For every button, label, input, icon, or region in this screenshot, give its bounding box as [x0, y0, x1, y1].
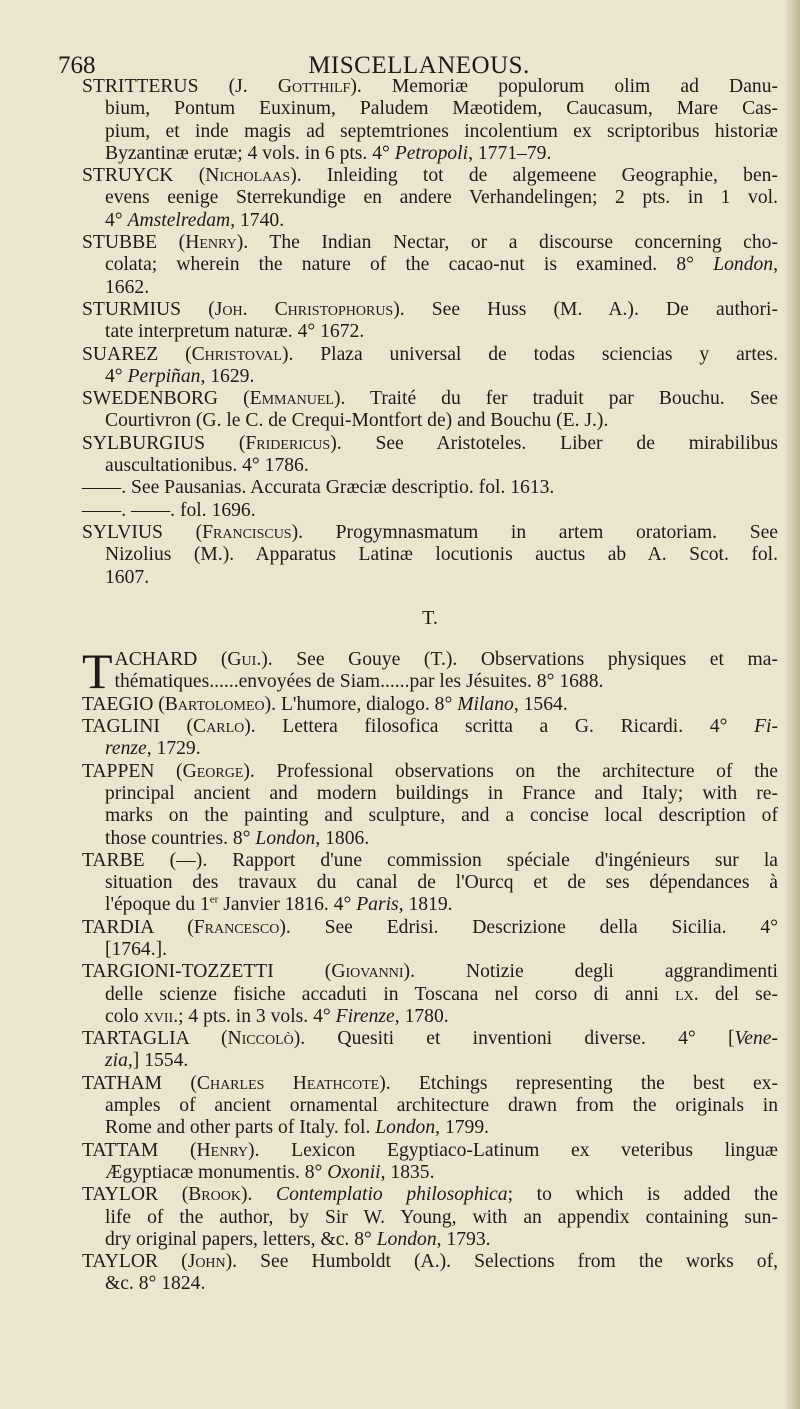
entry-line — [82, 984, 778, 1006]
entry-line — [82, 143, 778, 165]
text-run: amples of ancient ornamental architecture drawn from the originals in — [105, 1095, 778, 1117]
text-run: colata; wherein the nature of the cacao-nut is examined. 8° — [105, 254, 714, 276]
text-run: principal ancient and modern buildings in France and Italy; with re- — [105, 782, 778, 804]
text-run: 4° — [105, 365, 128, 387]
page-edge-shadow — [786, 0, 800, 1409]
text-run: SWEDENBORG ( — [82, 388, 250, 410]
author-forename: Gotthilf — [277, 76, 351, 97]
entry-line — [82, 299, 778, 321]
entry-line — [82, 433, 778, 455]
text-run: STRUYCK ( — [82, 165, 206, 187]
entry-line — [82, 500, 778, 522]
italic-text: Oxonii — [327, 1161, 381, 1183]
text-run: TARDIA ( — [82, 916, 194, 938]
text-run: dry original papers, letters, &c. 8° — [105, 1228, 377, 1250]
bibliography-entry — [82, 76, 778, 165]
text-run: ). Etchings representing the best ex- — [379, 1072, 779, 1094]
entry-line — [82, 1184, 778, 1206]
bibliography-entry — [82, 694, 778, 716]
text-run: , 1799. — [435, 1117, 490, 1139]
text-run: TAYLOR ( — [82, 1184, 189, 1206]
text-run: STURMIUS ( — [82, 298, 215, 320]
text-run: Byzantinæ erutæ; 4 vols. in 6 pts. 4° — [105, 142, 395, 164]
text-run: ). Lettera filosofica scritta a G. Ricardi. 4° — [244, 716, 755, 738]
bibliography-entry — [82, 165, 778, 232]
entries-t — [82, 643, 779, 1296]
bibliography-entry — [82, 1251, 778, 1296]
text-run: thématiques......envoyées de Siam......par les Jésuites. 8° 1688. — [114, 671, 604, 693]
entry-line — [82, 522, 778, 544]
entry-line — [82, 1028, 778, 1050]
text-run: , 1771–79. — [468, 142, 552, 164]
author-forename: Giovanni — [331, 961, 404, 983]
text-run: ; to which is added the — [507, 1184, 778, 1206]
entry-line — [82, 917, 778, 939]
text-run: &c. 8° 1824. — [105, 1273, 206, 1295]
entry-line — [82, 1117, 778, 1139]
text-run: ——. ——. fol. 1696. — [82, 499, 256, 521]
italic-text: Petropoli — [394, 142, 469, 164]
entry-line — [82, 939, 778, 961]
text-run: STRITTERUS (J. — [82, 76, 278, 97]
entry-line — [82, 1251, 778, 1273]
text-run: ). Plaza universal de todas sciencias y artes. — [281, 343, 778, 365]
text-run: , 1740. — [230, 209, 285, 231]
author-forename: Gui. — [227, 649, 262, 671]
author-forename: Charles Heathcote — [196, 1072, 380, 1094]
author-forename: Fridericus — [245, 432, 331, 454]
entry-line — [82, 388, 778, 410]
bibliography-entry — [82, 850, 778, 917]
entry-line — [82, 98, 778, 120]
text-run: , — [773, 254, 778, 276]
bibliography-entry — [82, 761, 778, 850]
author-forename: Joh. Christophorus — [214, 298, 394, 320]
author-forename: Nicholaas — [205, 165, 291, 187]
text-run: ——. See Pausanias. Accurata Græciæ descriptio. fol. 1613. — [82, 477, 555, 499]
text-run: ] 1554. — [132, 1050, 189, 1072]
entry-line — [82, 567, 778, 589]
entry-line — [82, 850, 778, 872]
entry-line — [82, 1207, 778, 1229]
author-forename: John — [187, 1251, 226, 1273]
text-run: SUAREZ ( — [82, 343, 192, 365]
text-run: TAYLOR ( — [82, 1251, 188, 1273]
bibliography-entry — [82, 500, 778, 522]
entry-line — [82, 410, 778, 432]
text-run: , 1835. — [380, 1161, 435, 1183]
italic-text: Paris — [356, 894, 399, 916]
bibliography-entry — [82, 477, 778, 499]
entry-line — [82, 761, 778, 783]
entry-line — [82, 694, 778, 716]
entry-line — [82, 894, 778, 916]
entry-line — [82, 232, 778, 254]
text-run: , 1806. — [315, 827, 370, 849]
bibliography-entry — [82, 1184, 778, 1251]
text-run: SYLBURGIUS ( — [82, 432, 246, 454]
text-run: ). Quesiti et inventioni diverse. 4° [ — [293, 1028, 735, 1050]
author-forename: George — [182, 760, 244, 782]
text-run: ). Professional observations on the architecture of the — [243, 760, 779, 782]
bibliography-entry — [82, 643, 778, 700]
bibliography-entry — [82, 433, 778, 478]
text-run: SYLVIUS ( — [82, 521, 203, 543]
italic-text: Contemplatio philosophica — [276, 1184, 508, 1206]
text-run: TATTAM ( — [82, 1139, 197, 1161]
entry-line — [82, 1162, 778, 1184]
text-run: Rome and other parts of Italy. fol. — [105, 1117, 376, 1139]
text-run: life of the author, by Sir W. Young, with an appendix containing sun- — [105, 1206, 778, 1228]
author-forename: Francesco — [193, 916, 280, 938]
text-run: ). Progymnasmatum in artem oratoriam. See — [291, 521, 778, 543]
author-forename: xvii — [143, 1005, 174, 1027]
entry-line — [82, 872, 778, 894]
italic-text: Firenze — [335, 1005, 395, 1027]
entry-line — [82, 344, 778, 366]
bibliography-entry — [82, 388, 778, 433]
bibliography-body — [82, 76, 778, 1296]
entry-line — [82, 321, 778, 343]
entry-line — [82, 783, 778, 805]
entry-line — [82, 1073, 778, 1095]
text-run: [1764.]. — [105, 938, 168, 960]
text-run: ). See Huss (M. A.). De authori- — [393, 298, 778, 320]
entry-line — [82, 671, 778, 693]
author-forename: Henry — [196, 1139, 249, 1161]
entry-line — [82, 366, 778, 388]
bibliography-entry — [82, 344, 778, 389]
bibliography-entry — [82, 716, 778, 761]
text-run: TAEGIO ( — [82, 693, 165, 715]
text-run: Janvier 1816. 4° — [218, 894, 357, 916]
text-run: TAGLINI ( — [82, 716, 194, 738]
italic-text: Fi- — [754, 716, 778, 738]
bibliography-entry — [82, 1073, 778, 1140]
bibliography-entry — [82, 522, 778, 589]
text-run: , 1793. — [436, 1228, 491, 1250]
entry-line — [82, 1273, 778, 1295]
bibliography-entry — [82, 1140, 778, 1185]
italic-text: renze — [105, 738, 147, 760]
text-run: evens eenige Sterrekundige en andere Verhandelingen; 2 pts. in 1 vol. — [105, 187, 778, 209]
text-run: pium, et inde magis ad septemtriones incolentium ex scriptoribus historiæ — [105, 120, 778, 142]
italic-text: London — [713, 254, 774, 276]
text-run: ACHARD ( — [114, 649, 228, 671]
author-forename: Carlo — [193, 716, 245, 738]
entries-s — [82, 76, 778, 589]
bibliography-entry — [82, 299, 778, 344]
author-forename: Niccolò — [227, 1028, 294, 1050]
text-run: ). See Humboldt (A.). Selections from the works of, — [225, 1251, 779, 1273]
page-number: 768 — [58, 52, 96, 79]
text-run: 4° — [105, 209, 128, 231]
bibliography-entry — [82, 917, 778, 962]
text-run: l'époque du 1 — [105, 894, 210, 916]
bibliography-entry — [82, 232, 778, 299]
entry-line — [82, 1229, 778, 1251]
entry-line — [82, 121, 778, 143]
italic-text: Amstelredam — [127, 209, 231, 231]
author-forename: Emmanuel — [249, 388, 334, 410]
text-run: ). L'humore, dialogo. 8° — [264, 693, 458, 715]
bibliography-entry — [82, 1028, 778, 1073]
text-run: TATHAM ( — [82, 1072, 197, 1094]
text-run: auscultationibus. 4° 1786. — [105, 455, 309, 477]
text-run: . del se- — [693, 983, 779, 1005]
text-run: 1607. — [105, 566, 150, 588]
text-run: ). See Gouye (T.). Observations physiques et ma- — [261, 649, 778, 671]
author-forename: Brook — [188, 1184, 241, 1206]
text-run: Nizolius (M.). Apparatus Latinæ locutionis auctus ab A. Scot. fol. — [105, 544, 778, 566]
text-run: ). Notizie degli aggrandimenti — [403, 961, 779, 983]
text-run: , 1780. — [394, 1005, 449, 1027]
text-run: ). The Indian Nectar, or a discourse concerning cho- — [236, 232, 779, 254]
text-run: 1662. — [105, 276, 150, 298]
entry-line — [82, 76, 778, 98]
text-run: ). Lexicon Egyptiaco-Latinum ex veteribus linguæ — [248, 1139, 778, 1161]
text-run: Ægyptiacæ monumentis. 8° — [105, 1161, 328, 1183]
italic-text: London — [376, 1228, 437, 1250]
text-run: ). Traité du fer traduit par Bouchu. See — [333, 388, 779, 410]
text-run: ). See Edrisi. Descrizione della Sicilia. 4° — [279, 916, 778, 938]
entry-line — [82, 477, 778, 499]
running-title: MISCELLANEOUS. — [308, 52, 530, 79]
entry-line — [82, 1050, 778, 1072]
italic-text: London — [255, 827, 316, 849]
text-run: ). Memoriæ populorum olim ad Danu- — [350, 76, 779, 97]
text-run: STUBBE ( — [82, 232, 186, 254]
section-heading: T. — [422, 606, 438, 629]
entry-line — [82, 210, 778, 232]
text-run: , 1819. — [398, 894, 453, 916]
text-run: , 1629. — [200, 365, 255, 387]
entry-line — [82, 1140, 778, 1162]
text-run: marks on the painting and sculpture, and a concise local description of — [105, 805, 778, 827]
text-run: , 1564. — [513, 693, 568, 715]
entry-line — [82, 277, 778, 299]
entry-line — [82, 254, 778, 276]
author-forename: Franciscus — [202, 521, 292, 543]
author-forename: Henry — [185, 232, 237, 254]
text-run: those countries. 8° — [105, 827, 256, 849]
italic-text: zia, — [105, 1050, 133, 1072]
text-run: TARTAGLIA ( — [82, 1028, 228, 1050]
entry-line — [82, 165, 778, 187]
italic-text: London — [375, 1117, 436, 1139]
text-run: tate interpretum naturæ. 4° 1672. — [105, 321, 365, 343]
superscript: er — [209, 893, 219, 906]
entry-line — [82, 961, 778, 983]
text-run: , 1729. — [146, 738, 201, 760]
entry-line — [82, 649, 778, 671]
author-forename: lx — [675, 983, 694, 1005]
entry-line — [82, 828, 778, 850]
entry-line — [82, 1006, 778, 1028]
text-run: .; 4 pts. in 3 vols. 4° — [173, 1005, 336, 1027]
bibliography-entry — [82, 961, 778, 1028]
text-run: ). — [240, 1184, 277, 1206]
text-run: Courtivron (G. le C. de Crequi-Montfort de) and Bouchu (E. J.). — [105, 410, 609, 432]
italic-text: Perpiñan — [127, 365, 201, 387]
drop-cap: T — [82, 643, 113, 700]
text-run: TARGIONI-TOZZETTI ( — [82, 961, 332, 983]
entry-line — [82, 544, 778, 566]
text-run: ). See Aristoteles. Liber de mirabilibus — [330, 432, 779, 454]
text-run: ). Inleiding tot de algemeene Geographie, ben- — [290, 165, 778, 187]
entry-line — [82, 187, 778, 209]
entry-line — [82, 455, 778, 477]
text-run: TAPPEN ( — [82, 760, 183, 782]
entry-line — [82, 805, 778, 827]
author-forename: Bartolomeo — [164, 693, 265, 715]
entry-line — [82, 716, 778, 738]
text-run: colo — [105, 1005, 144, 1027]
italic-text: Milano — [457, 693, 514, 715]
text-run: TARBE (—). Rapport d'une commission spéciale d'ingénieurs sur la — [82, 849, 778, 871]
text-run: delle scienze fisiche accaduti in Toscana nel corso di anni — [105, 983, 676, 1005]
author-forename: Christoval — [191, 343, 282, 365]
entry-line — [82, 738, 778, 760]
italic-text: Vene- — [734, 1028, 778, 1050]
text-run: situation des travaux du canal de l'Ourcq et de ses dépendances à — [105, 872, 778, 894]
entry-line — [82, 1095, 778, 1117]
text-run: bium, Pontum Euxinum, Paludem Mæotidem, Caucasum, Mare Cas- — [105, 98, 778, 120]
